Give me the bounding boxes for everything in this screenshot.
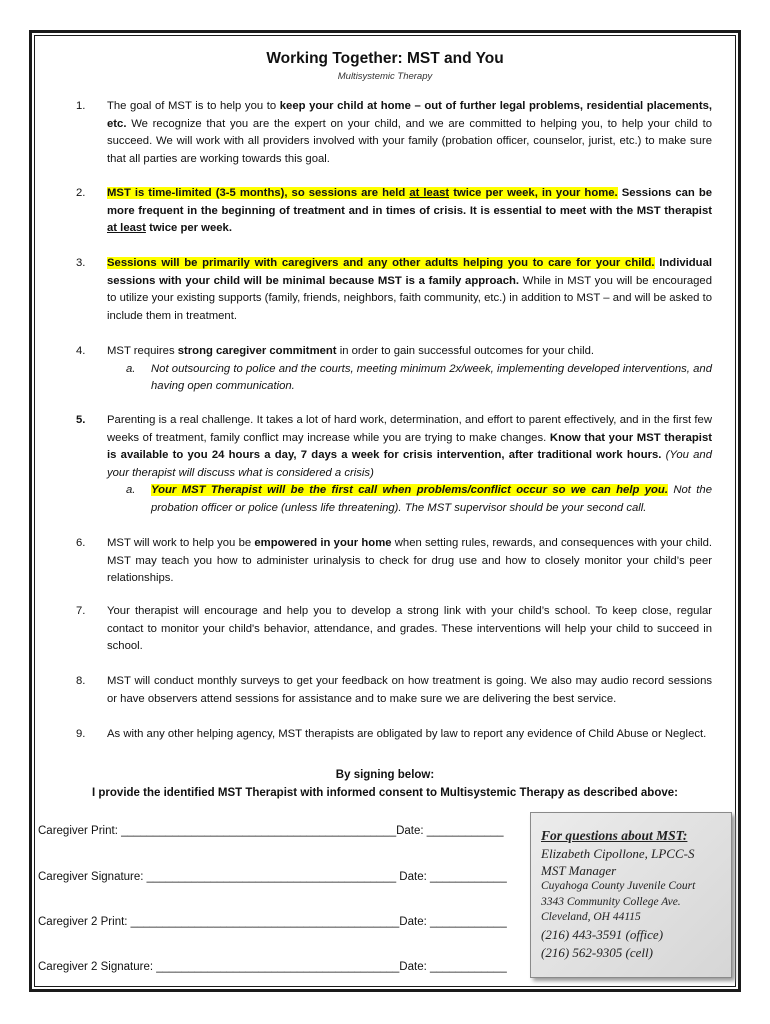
item-number: 3. xyxy=(76,257,86,269)
item-number: 9. xyxy=(76,728,86,740)
highlighted-underlined-text: at least xyxy=(409,187,450,199)
highlighted-text: twice per week, in your home. xyxy=(449,187,618,199)
caregiver-2-signature-line[interactable]: Caregiver 2 Signature: ______________________________________Date: ____________ xyxy=(38,961,507,973)
item-text: when setting rules, rewards, and consequences with your child. MST may teach you how to administer urinalysis to check for drug use and how to closely monitor your child’s peer relationships. xyxy=(107,537,713,584)
underlined-text: at least xyxy=(107,222,146,234)
contact-street: 3343 Community College Ave. xyxy=(541,895,681,908)
item-text: in order to gain successful outcomes for your child. xyxy=(336,345,595,357)
contact-city: Cleveland, OH 44115 xyxy=(541,911,641,923)
item-number: 4. xyxy=(76,345,86,357)
list-item-3 xyxy=(76,255,712,325)
item-bold-text: twice per week. xyxy=(145,222,232,234)
item-bold-text: keep your child at home – out of further legal problems, residential placements, etc. xyxy=(107,100,712,130)
caregiver-print-line[interactable]: Caregiver Print: ___________________________________________Date: ____________ xyxy=(38,825,504,837)
list-item-8 xyxy=(76,673,712,708)
list-item-5 xyxy=(76,412,712,517)
item-number: 7. xyxy=(76,605,86,617)
item-text: Parenting is a real challenge. It takes a lot of hard work, determination, and effort to parent effectively, and in the first few weeks of treatment, family conflict may increase while you are trying to make changes. xyxy=(107,414,712,444)
list-item-1 xyxy=(76,98,712,168)
item-number: 2. xyxy=(76,187,86,199)
item-bold-text: Know that your MST therapist is available to you 24 hours a day, 7 days a week for crisis intervention, after traditional work hours. xyxy=(107,431,712,461)
list-item-4 xyxy=(76,343,712,396)
item-text: While in MST you will be encouraged to utilize your existing supports (family, friends, neighbors, faith community, etc.) in addition to MST – and will be asked to include them in treatment. xyxy=(107,274,712,322)
signing-section xyxy=(0,767,770,802)
caregiver-2-print-line[interactable]: Caregiver 2 Print: __________________________________________Date: ____________ xyxy=(38,916,507,928)
sub-item-letter: a. xyxy=(126,484,136,496)
contact-cell-phone: (216) 562-9305 (cell) xyxy=(541,944,653,960)
contact-office-phone: (216) 443-3591 (office) xyxy=(541,926,664,942)
item-text: As with any other helping agency, MST therapists are obligated by law to report any evidence of Child Abuse or Neglect. xyxy=(107,728,707,740)
list-item-2 xyxy=(76,185,712,238)
signing-heading: By signing below: xyxy=(335,769,435,781)
document-subtitle: Multisystemic Therapy xyxy=(337,71,433,82)
sub-item-text: Not the probation officer or police (unless life threatening). The MST supervisor should be your second call. xyxy=(151,484,713,514)
item-text: The goal of MST is to help you to xyxy=(107,100,280,112)
contact-role: MST Manager xyxy=(541,863,617,878)
highlighted-text: Sessions will be primarily with caregivers and any other adults helping you to care for your child. xyxy=(107,257,655,269)
list-item-9 xyxy=(76,726,712,744)
caregiver-signature-line[interactable]: Caregiver Signature: _______________________________________ Date: ____________ xyxy=(38,871,507,883)
contact-box xyxy=(530,812,732,978)
consent-statement: I provide the identified MST Therapist with informed consent to Multisystemic Therapy as described above: xyxy=(92,786,678,799)
item-number: 5. xyxy=(76,414,86,426)
highlighted-text: Your MST Therapist will be the first call when problems/conflict occur so we can help you. xyxy=(151,484,668,496)
item-bold-text: Sessions can be more frequent in the beginning of treatment and in times of crisis. It is essential to meet with the MST therapist xyxy=(107,187,713,217)
sub-item-letter: a. xyxy=(126,362,136,375)
item-bold-text: Individual sessions with your child will be minimal because MST is a family approach. xyxy=(107,257,712,287)
item-text: Your therapist will encourage and help you to develop a strong link with your child’s school. To keep close, regular contact to monitor your child's behavior, attendance, and grades. These interventions will help your child to succeed in school. xyxy=(107,605,712,652)
item-text: We recognize that you are the expert on your child, and we are committed to helping you, to help your child to succeed. We will work with all providers involved with your family (probation officer, counselor, jurist, etc.) to make sure that all parties are working towards this goal. xyxy=(107,117,712,165)
item-number: 6. xyxy=(76,537,86,549)
document-title: Working Together: MST and You xyxy=(266,50,504,67)
sub-item-a xyxy=(126,361,712,396)
item-text: MST will work to help you be xyxy=(107,537,255,549)
item-number: 8. xyxy=(76,675,86,687)
sub-item-a xyxy=(126,482,712,517)
highlighted-text: MST is time-limited (3-5 months), so sessions are held xyxy=(107,187,410,199)
list-item-7 xyxy=(76,603,712,656)
item-text: MST will conduct monthly surveys to get your feedback on how treatment is going. We also may audio record sessions or have observers attend sessions for assistance and to make sure we are delivering the best service. xyxy=(107,675,712,705)
item-bold-text: strong caregiver commitment xyxy=(177,345,337,357)
contact-name: Elizabeth Cipollone, LPCC-S xyxy=(541,846,695,861)
contact-organization: Cuyahoga County Juvenile Court xyxy=(541,880,696,892)
item-text: MST requires xyxy=(107,345,178,357)
list-item-6 xyxy=(76,535,712,588)
item-italic-text: (You and your therapist will discuss what is considered a crisis) xyxy=(107,449,712,479)
item-bold-text: empowered in your home xyxy=(254,537,392,549)
sub-item-text: Not outsourcing to police and the courts, meeting minimum 2x/week, implementing developed interventions, and having open communication. xyxy=(151,362,712,392)
item-number: 1. xyxy=(76,100,86,112)
contact-title: For questions about MST: xyxy=(541,828,688,843)
